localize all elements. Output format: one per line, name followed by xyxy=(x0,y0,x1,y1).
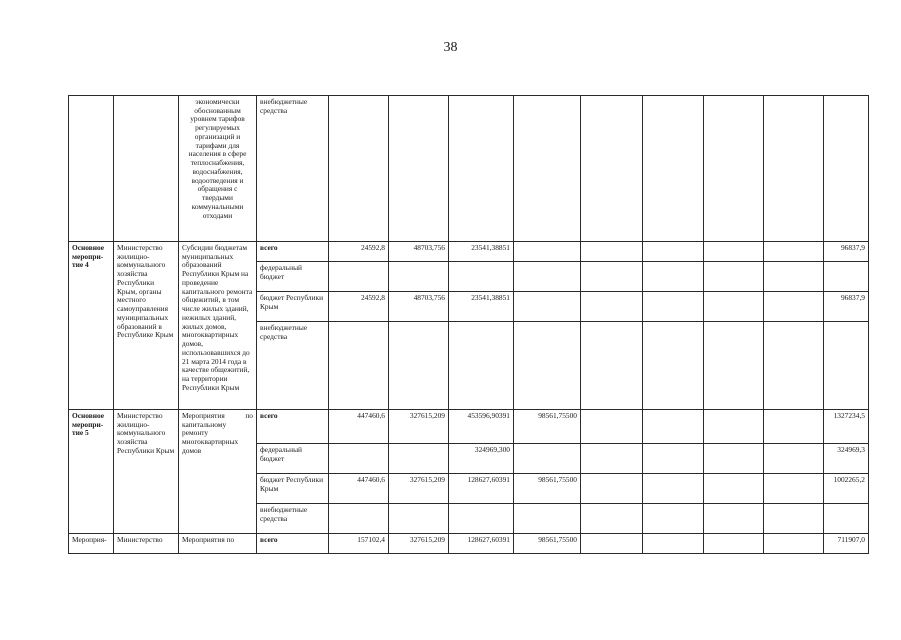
value-cell xyxy=(704,96,764,242)
value-cell xyxy=(764,322,824,410)
value-cell xyxy=(643,322,704,410)
source-cell: всего xyxy=(257,410,329,444)
value-cell xyxy=(643,444,704,474)
value-cell xyxy=(581,444,643,474)
value-cell xyxy=(329,322,389,410)
value-cell xyxy=(581,474,643,504)
value-cell xyxy=(764,504,824,534)
measure-cell: экономически обоснованным уровнем тарифов регулируемых организаций и тарифами для населения в сфере теплоснабжения, водоснабжения, водоотведения и обращения с твердыми коммунальными отходами xyxy=(179,96,257,242)
value-cell xyxy=(581,322,643,410)
event-cell: Основное меропри-тие 5 xyxy=(69,410,114,534)
value-cell: 98561,75500 xyxy=(514,534,581,554)
value-cell: 48703,756 xyxy=(389,242,449,262)
value-cell xyxy=(764,534,824,554)
value-cell xyxy=(514,262,581,292)
total-cell: 324969,3 xyxy=(824,444,869,474)
source-cell: всего xyxy=(257,242,329,262)
value-cell xyxy=(329,504,389,534)
source-cell: бюджет Республики Крым xyxy=(257,474,329,504)
value-cell xyxy=(329,96,389,242)
source-cell: федеральный бюджет xyxy=(257,444,329,474)
value-cell xyxy=(514,444,581,474)
total-cell xyxy=(824,96,869,242)
value-cell xyxy=(643,96,704,242)
value-cell xyxy=(704,474,764,504)
source-cell: бюджет Республики Крым xyxy=(257,292,329,322)
source-cell: федеральный бюджет xyxy=(257,262,329,292)
value-cell xyxy=(643,474,704,504)
measure-cell: Субсидии бюджетам муниципальных образований Республики Крым на проведение капитального ремонта общежитий, в том числе жилых зданий, нежилых зданий, жилых домов, многоквартирных домов, использовавшихся до 21 марта 2014 года в качестве общежитий, на территории Республики Крым xyxy=(179,242,257,410)
total-cell: 1327234,5 xyxy=(824,410,869,444)
value-cell: 128627,60391 xyxy=(449,534,514,554)
measure-cell: Мероприятия по xyxy=(179,534,257,554)
event-cell: Основное меропри-тие 4 xyxy=(69,242,114,410)
value-cell: 98561,75500 xyxy=(514,474,581,504)
value-cell xyxy=(764,444,824,474)
value-cell xyxy=(764,96,824,242)
value-cell xyxy=(449,96,514,242)
value-cell xyxy=(581,292,643,322)
value-cell xyxy=(764,242,824,262)
value-cell: 327615,209 xyxy=(389,534,449,554)
value-cell: 327615,209 xyxy=(389,474,449,504)
value-cell xyxy=(329,444,389,474)
program-budget-table xyxy=(68,95,869,554)
value-cell xyxy=(449,262,514,292)
total-cell: 96837,9 xyxy=(824,242,869,262)
event-cell xyxy=(69,96,114,242)
value-cell xyxy=(764,474,824,504)
value-cell: 24592,8 xyxy=(329,242,389,262)
value-cell xyxy=(764,410,824,444)
value-cell: 324969,300 xyxy=(449,444,514,474)
executor-cell: Министерство жилищно-коммунального хозяйства Республики Крым, органы местного самоуправления муниципальных образований в Республике Крым xyxy=(114,242,179,410)
value-cell xyxy=(581,96,643,242)
value-cell xyxy=(581,242,643,262)
value-cell: 98561,75500 xyxy=(514,410,581,444)
value-cell xyxy=(514,292,581,322)
value-cell xyxy=(389,262,449,292)
value-cell xyxy=(704,292,764,322)
source-cell: всего xyxy=(257,534,329,554)
table-row xyxy=(69,96,869,242)
value-cell: 23541,38851 xyxy=(449,292,514,322)
total-cell xyxy=(824,504,869,534)
total-cell xyxy=(824,322,869,410)
value-cell xyxy=(389,504,449,534)
value-cell xyxy=(581,504,643,534)
value-cell xyxy=(704,410,764,444)
value-cell xyxy=(704,262,764,292)
value-cell xyxy=(643,242,704,262)
measure-cell: Мероприятия по капитальному ремонту многоквартирных домов xyxy=(179,410,257,534)
value-cell xyxy=(389,96,449,242)
event-cell: Мероприя- xyxy=(69,534,114,554)
total-cell: 1002265,2 xyxy=(824,474,869,504)
value-cell xyxy=(514,504,581,534)
value-cell xyxy=(449,322,514,410)
value-cell xyxy=(704,242,764,262)
value-cell xyxy=(581,410,643,444)
value-cell: 48703,756 xyxy=(389,292,449,322)
value-cell xyxy=(764,292,824,322)
value-cell xyxy=(581,534,643,554)
value-cell xyxy=(764,262,824,292)
value-cell: 157102,4 xyxy=(329,534,389,554)
value-cell xyxy=(514,242,581,262)
value-cell xyxy=(514,96,581,242)
value-cell: 23541,38851 xyxy=(449,242,514,262)
value-cell xyxy=(329,262,389,292)
executor-cell: Министерство xyxy=(114,534,179,554)
value-cell xyxy=(449,504,514,534)
total-cell: 711907,0 xyxy=(824,534,869,554)
value-cell xyxy=(643,292,704,322)
value-cell xyxy=(643,410,704,444)
value-cell: 128627,60391 xyxy=(449,474,514,504)
value-cell xyxy=(704,504,764,534)
value-cell xyxy=(643,534,704,554)
value-cell: 447460,6 xyxy=(329,474,389,504)
table-row xyxy=(69,534,869,554)
source-cell: внебюджетные средства xyxy=(257,96,329,242)
total-cell xyxy=(824,262,869,292)
value-cell xyxy=(581,262,643,292)
value-cell: 24592,8 xyxy=(329,292,389,322)
source-cell: внебюджетные средства xyxy=(257,322,329,410)
value-cell: 453596,90391 xyxy=(449,410,514,444)
value-cell xyxy=(389,444,449,474)
value-cell: 447460,6 xyxy=(329,410,389,444)
value-cell xyxy=(389,322,449,410)
value-cell xyxy=(704,534,764,554)
value-cell xyxy=(643,262,704,292)
total-cell: 96837,9 xyxy=(824,292,869,322)
source-cell: внебюджетные средства xyxy=(257,504,329,534)
table-row xyxy=(69,410,869,444)
value-cell xyxy=(514,322,581,410)
executor-cell: Министерство жилищно-коммунального хозяйства Республики Крым xyxy=(114,410,179,534)
value-cell xyxy=(704,322,764,410)
value-cell: 327615,209 xyxy=(389,410,449,444)
value-cell xyxy=(643,504,704,534)
executor-cell xyxy=(114,96,179,242)
value-cell xyxy=(704,444,764,474)
page-number: 38 xyxy=(443,40,458,55)
table-row xyxy=(69,242,869,262)
